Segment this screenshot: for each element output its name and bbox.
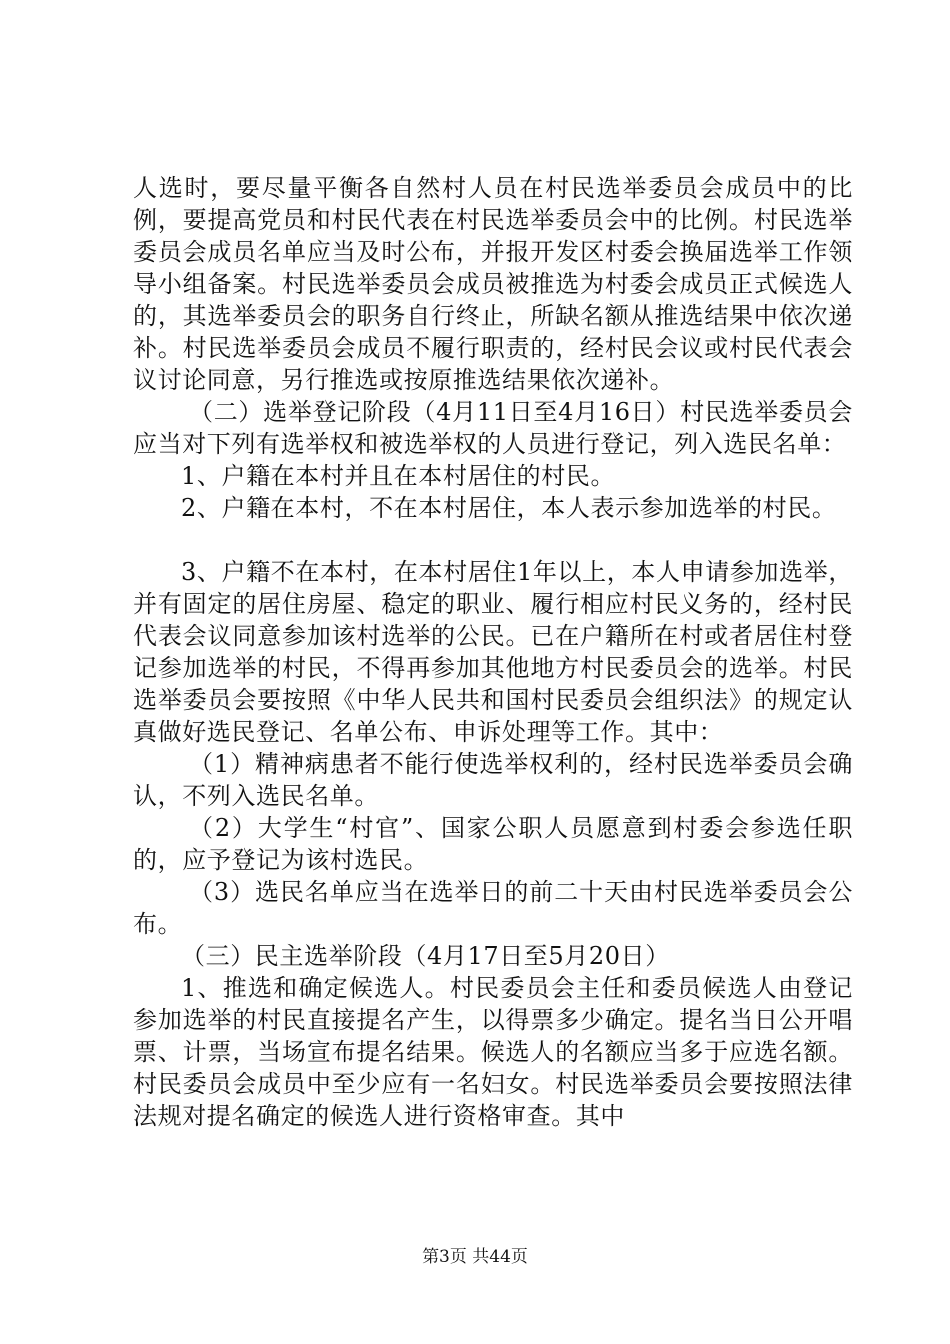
paragraph-subitem-1: （1）精神病患者不能行使选举权利的，经村民选举委员会确认，不列入选民名单。 — [133, 750, 853, 810]
page-number-footer: 第3页 共44页 — [422, 1247, 528, 1267]
document-body — [133, 172, 853, 1132]
paragraph-subitem-2: （2）大学生“村官”、国家公职人员愿意到村委会参选任职的，应予登记为该村选民。 — [133, 814, 853, 874]
paragraph-item-3: 3、户籍不在本村，在本村居住1年以上，本人申请参加选举，并有固定的居住房屋、稳定的职业、履行相应村民义务的，经村民代表会议同意参加该村选举的公民。已在户籍所在村或者居住村登记参加选举的村民，不得再参加其他地方村民委员会的选举。村民选举委员会要按照《中华人民共和国村民委员会组织法》的规定认真做好选民登记、名单公布、申诉处理等工作。其中： — [133, 558, 853, 746]
paragraph-election-stage: （三）民主选举阶段（4月17日至5月20日） — [181, 942, 670, 970]
paragraph-registration-stage: （二）选举登记阶段（4月11日至4月16日）村民选举委员会应当对下列有选举权和被选举权的人员进行登记，列入选民名单： — [133, 398, 853, 458]
paragraph-candidates: 1、推选和确定候选人。村民委员会主任和委员候选人由登记参加选举的村民直接提名产生，以得票多少确定。提名当日公开唱票、计票，当场宣布提名结果。候选人的名额应当多于应选名额。村民委员会成员中至少应有一名妇女。村民选举委员会要按照法律法规对提名确定的候选人进行资格审查。其中 — [133, 974, 853, 1130]
paragraph-item-1: 1、户籍在本村并且在本村居住的村民。 — [181, 462, 616, 490]
paragraph-item-2: 2、户籍在本村，不在本村居住，本人表示参加选举的村民。 — [181, 494, 837, 522]
paragraph-subitem-3: （3）选民名单应当在选举日的前二十天由村民选举委员会公布。 — [133, 878, 853, 938]
paragraph-committee-members: 人选时，要尽量平衡各自然村人员在村民选举委员会成员中的比例，要提高党员和村民代表在村民选举委员会中的比例。村民选举委员会成员名单应当及时公布，并报开发区村委会换届选举工作领导小组备案。村民选举委员会成员被推选为村委会成员正式候选人的，其选举委员会的职务自行终止，所缺名额从推选结果中依次递补。村民选举委员会成员不履行职责的，经村民会议或村民代表会议讨论同意，另行推选或按原推选结果依次递补。 — [133, 174, 853, 394]
